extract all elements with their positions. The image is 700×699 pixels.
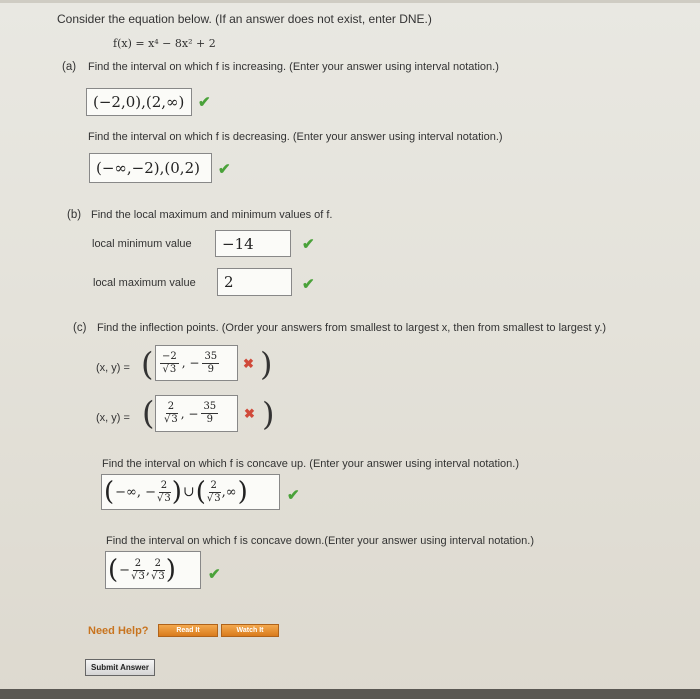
point2-x-fraction <box>164 402 178 425</box>
decreasing-answer-input[interactable]: (−∞,−2),(0,2) <box>89 153 212 183</box>
union-symbol: ∪ <box>182 484 195 500</box>
part-b-label: (b) <box>67 209 82 221</box>
point1-y-fraction <box>202 352 219 375</box>
point1-y-num: 35 <box>204 350 218 362</box>
point1-incorrect-icon: ✖ <box>243 356 254 371</box>
concave-up-correct-icon: ✔ <box>287 487 300 504</box>
point1-x-num: −2 <box>162 350 177 362</box>
concave-down-prompt: Find the interval on which f is concave down.(Enter your answer using interval notation.) <box>106 535 534 547</box>
point2-close-paren: ) <box>262 395 275 433</box>
local-extrema-prompt: Find the local maximum and minimum values of f. <box>91 209 333 221</box>
concave-down-frac-2: $\frac{2}{√3}$ <box>150 557 165 582</box>
point1-x-fraction <box>160 352 179 375</box>
desk-edge <box>0 689 700 699</box>
concave-down-frac-1: $\frac{2}{√3}$ <box>131 557 145 582</box>
point2-open-paren: ( <box>142 394 155 432</box>
point2-x-den: √3 <box>164 414 178 425</box>
point2-y-den: 9 <box>206 414 213 425</box>
concave-up-input[interactable] <box>101 474 280 510</box>
concave-down-input[interactable] <box>105 551 201 589</box>
part-a-label: (a) <box>62 61 77 73</box>
point1-input[interactable] <box>155 345 238 381</box>
concave-down-paren-open: ( <box>108 555 119 585</box>
local-min-correct-icon: ✔ <box>302 236 315 253</box>
intro-text: Consider the equation below. (If an answer does not exist, enter DNE.) <box>57 12 432 26</box>
point2-y-fraction <box>201 402 218 425</box>
concave-up-paren-3: ( <box>195 477 206 507</box>
point1-x-den: √3 <box>162 363 177 375</box>
increasing-prompt: Find the interval on which f is increasing. (Enter your answer using interval notation.) <box>88 61 499 73</box>
concave-up-paren-1: ( <box>104 477 115 507</box>
concave-down-comma: , <box>145 562 150 578</box>
part-c-label: (c) <box>73 322 87 334</box>
top-divider <box>0 0 700 3</box>
concave-up-prompt: Find the interval on which f is concave up. (Enter your answer using interval notation.) <box>102 458 519 470</box>
local-min-input[interactable]: −14 <box>215 230 291 257</box>
local-max-label: local maximum value <box>93 277 196 289</box>
point1-close-paren: ) <box>260 345 273 383</box>
point2-label: (x, y) = <box>96 412 130 424</box>
concave-up-frac-1: $\frac{2}{√3}$ <box>157 479 171 504</box>
concave-up-right: ,∞ <box>221 484 237 500</box>
watch-it-button[interactable]: Watch It <box>221 624 279 637</box>
need-help-label: Need Help? <box>88 625 149 637</box>
point2-comma: , − <box>180 406 199 421</box>
local-max-correct-icon: ✔ <box>302 276 315 293</box>
concave-down-paren-close: ) <box>165 555 176 585</box>
decreasing-correct-icon: ✔ <box>218 161 231 178</box>
inflection-prompt: Find the inflection points. (Order your answers from smallest to largest x, then from smallest to largest y.) <box>97 322 607 334</box>
local-max-input[interactable]: 2 <box>217 268 292 296</box>
increasing-correct-icon: ✔ <box>198 94 211 111</box>
equation: f(x) = x⁴ − 8x² + 2 <box>113 37 216 50</box>
point2-y-num: 35 <box>203 401 217 412</box>
concave-up-frac-2: $\frac{2}{√3}$ <box>206 479 221 504</box>
submit-answer-button[interactable]: Submit Answer <box>85 659 155 676</box>
increasing-answer-input[interactable]: (−2,0),(2,∞) <box>86 88 192 116</box>
point1-open-paren: ( <box>141 345 154 383</box>
concave-up-paren-2: ) <box>171 477 182 507</box>
point1-y-den: 9 <box>207 363 214 375</box>
read-it-button[interactable]: Read It <box>158 624 218 637</box>
concave-up-left: −∞, − <box>115 484 157 500</box>
concave-down-minus: − <box>119 562 131 578</box>
concave-up-paren-4: ) <box>237 477 248 507</box>
local-min-label: local minimum value <box>92 238 192 250</box>
concave-down-correct-icon: ✔ <box>208 566 221 583</box>
point2-incorrect-icon: ✖ <box>244 406 255 421</box>
point2-x-num: 2 <box>167 401 175 412</box>
decreasing-prompt: Find the interval on which f is decreasing. (Enter your answer using interval notation.) <box>88 131 503 143</box>
point1-comma: , − <box>181 356 200 370</box>
point2-input[interactable] <box>155 395 238 432</box>
point1-label: (x, y) = <box>96 362 130 374</box>
